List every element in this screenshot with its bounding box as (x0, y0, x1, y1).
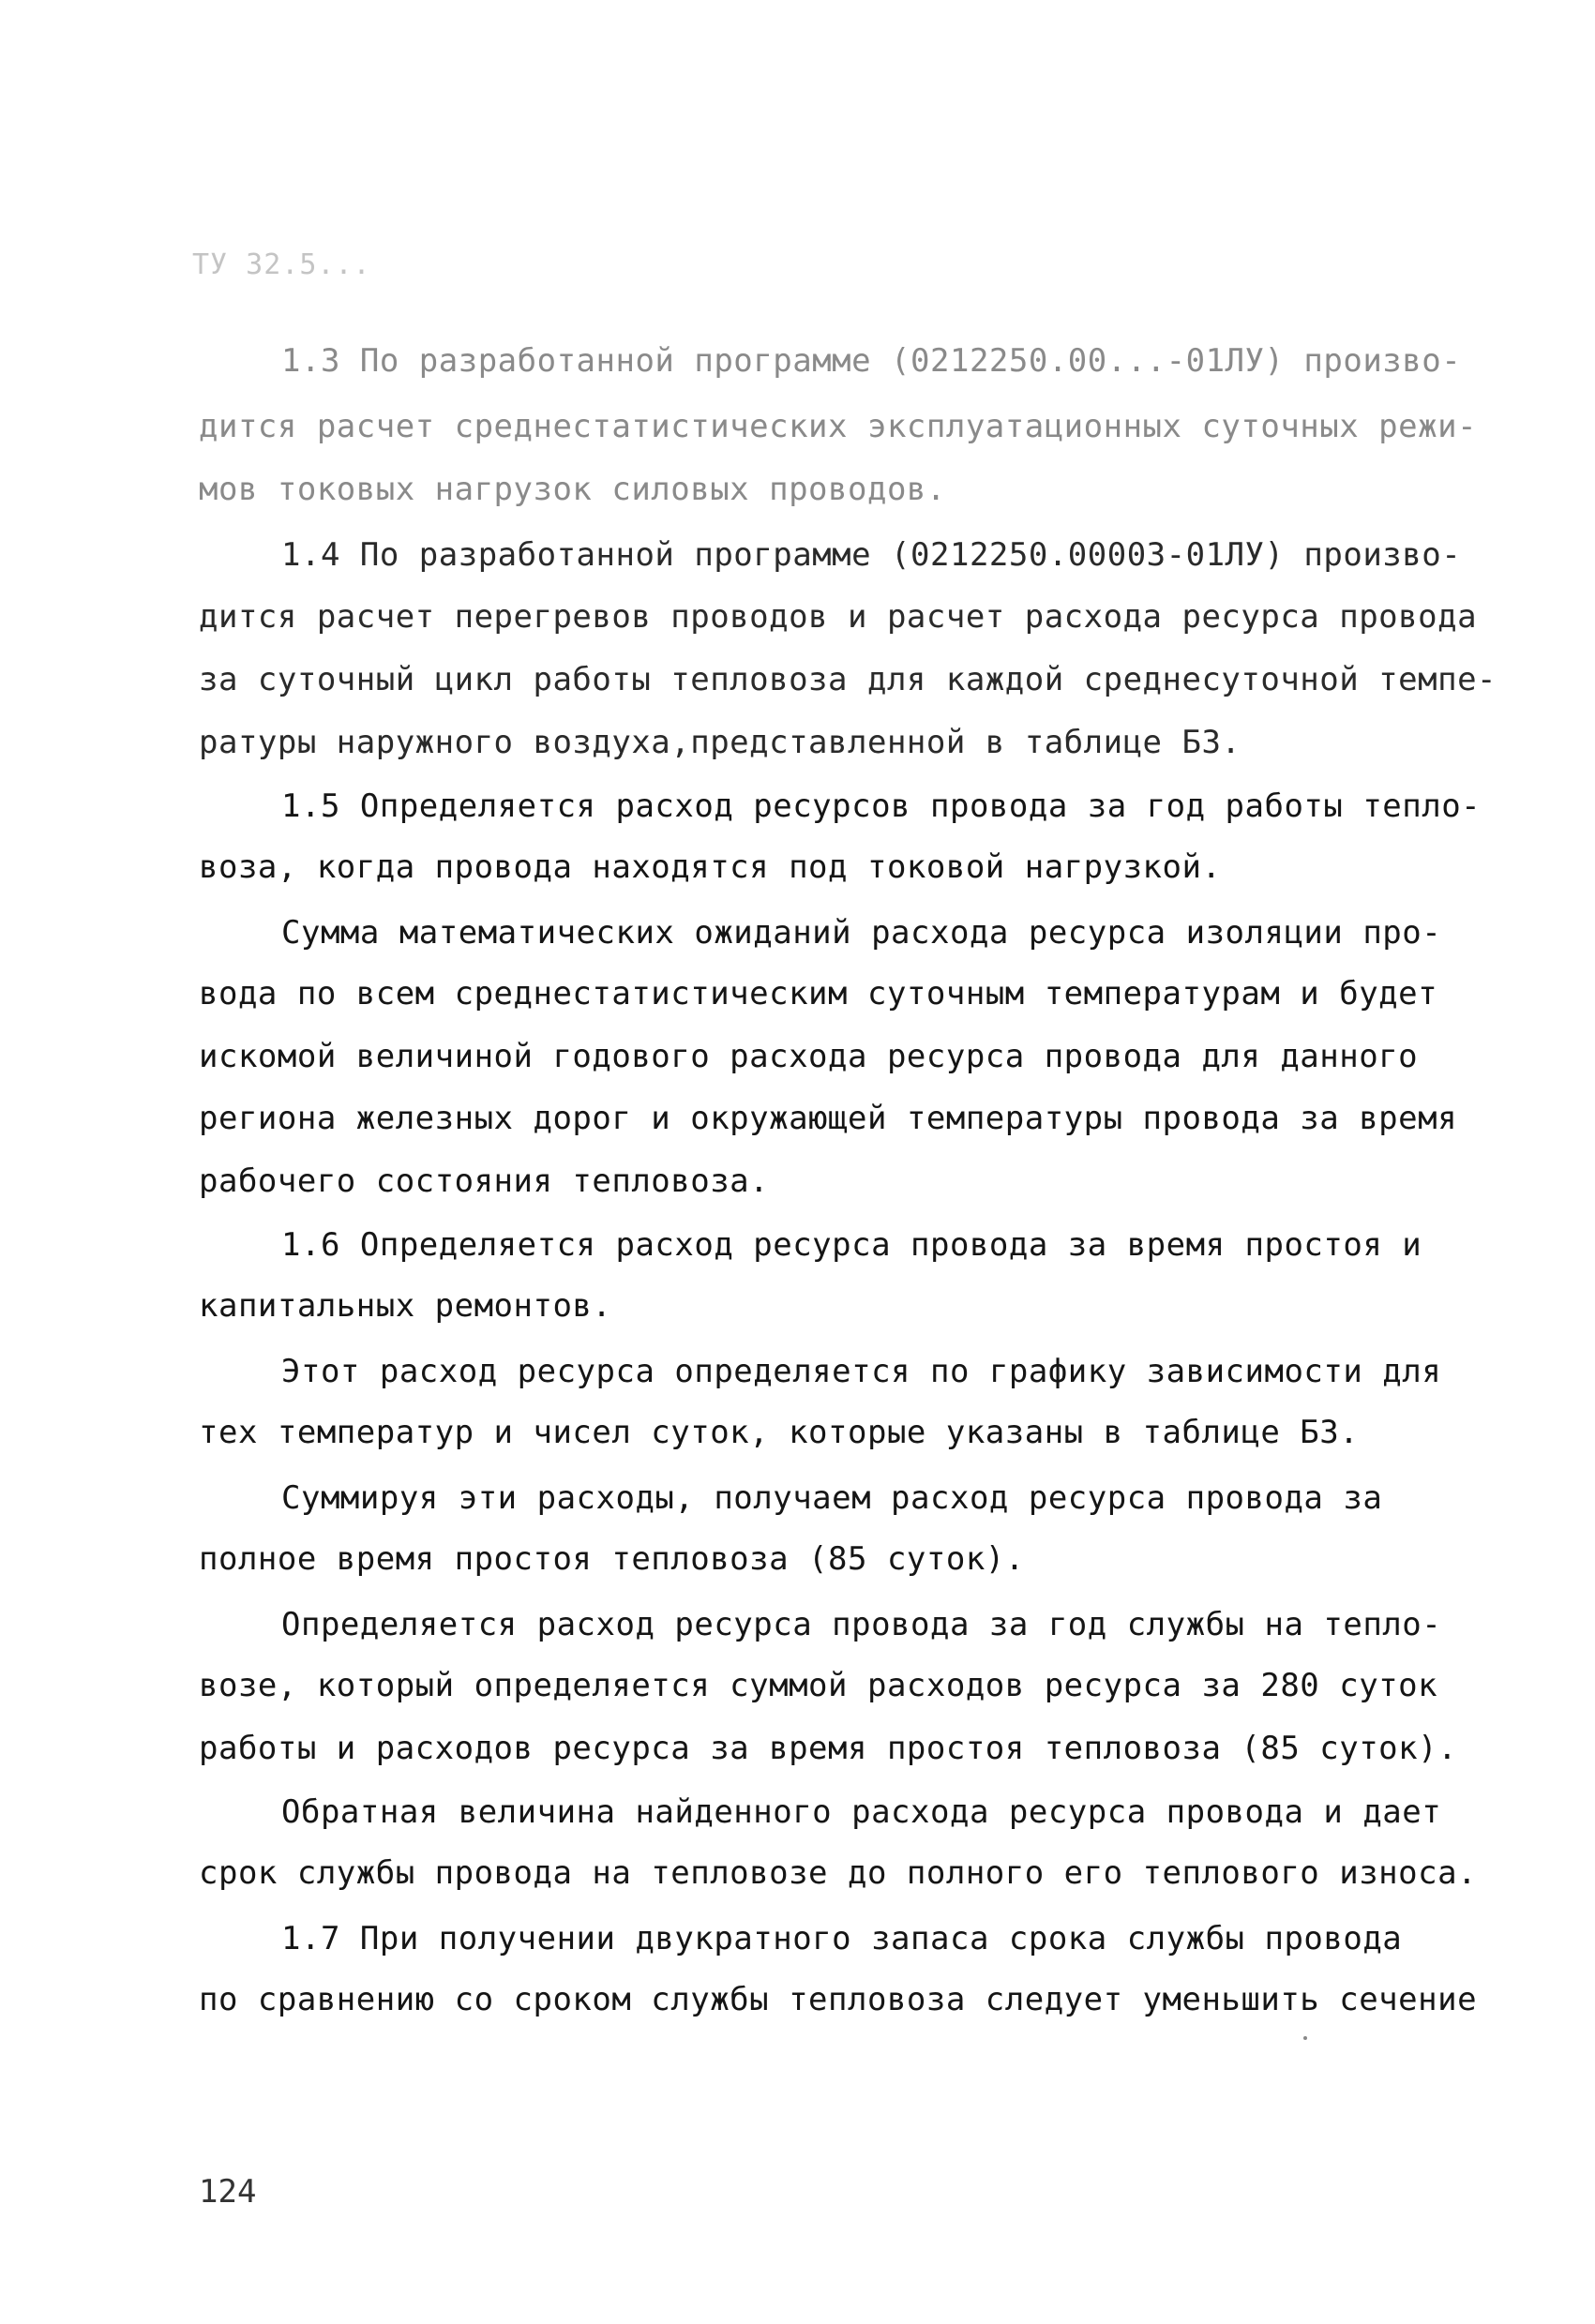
text-line: тех температур и чисел суток, которые указаны в таблице Б3. (199, 1414, 1360, 1451)
text-line: 1.3 По разработанной программе (0212250.00...-01ЛУ) произво- (281, 342, 1462, 380)
text-line: воза, когда провода находятся под токовой нагрузкой. (199, 848, 1222, 886)
text-line: рабочего состояния тепловоза. (199, 1162, 770, 1200)
text-line: Суммируя эти расходы, получаем расход ресурса провода за (281, 1479, 1383, 1517)
text-line: 1.5 Определяется расход ресурсов провода за год работы тепло- (281, 787, 1482, 825)
text-line: полное время простоя тепловоза (85 суток). (199, 1540, 1025, 1578)
text-line: 1.7 При получении двукратного запаса срока службы провода (281, 1920, 1403, 1957)
text-line: ратуры наружного воздуха,представленной в таблице Б3. (199, 724, 1241, 761)
text-line: срок службы провода на тепловозе до полного его теплового износа. (199, 1854, 1478, 1892)
text-line: Определяется расход ресурса провода за год службы на тепло- (281, 1606, 1442, 1643)
text-line: региона железных дорог и окружающей температуры провода за время (199, 1100, 1458, 1137)
scan-speck (1303, 2036, 1307, 2040)
text-line: за суточный цикл работы тепловоза для каждой среднесуточной темпе- (199, 661, 1497, 698)
text-line: возе, который определяется суммой расходов ресурса за 280 суток (199, 1667, 1438, 1704)
document-header: ТУ 32.5... (192, 248, 371, 281)
text-line: 1.4 По разработанной программе (0212250.00003-01ЛУ) произво- (281, 536, 1462, 574)
text-line: дится расчет среднестатистических эксплуатационных суточных режи- (199, 408, 1478, 445)
text-line: искомой величиной годового расхода ресурса провода для данного (199, 1038, 1419, 1075)
text-line: 1.6 Определяется расход ресурса провода за время простоя и (281, 1226, 1422, 1264)
text-line: Этот расход ресурса определяется по графику зависимости для (281, 1353, 1442, 1390)
page-number: 124 (199, 2173, 257, 2211)
text-line: мов токовых нагрузок силовых проводов. (199, 471, 946, 508)
text-line: дится расчет перегревов проводов и расчет расхода ресурса провода (199, 598, 1478, 636)
text-line: Обратная величина найденного расхода ресурса провода и дает (281, 1793, 1442, 1831)
text-line: капитальных ремонтов. (199, 1287, 612, 1325)
text-line: работы и расходов ресурса за время простоя тепловоза (85 суток). (199, 1730, 1458, 1767)
text-line: Сумма математических ожиданий расхода ресурса изоляции про- (281, 914, 1442, 952)
text-line: по сравнению со сроком службы тепловоза следует уменьшить сечение (199, 1981, 1478, 2018)
text-line: вода по всем среднестатистическим суточным температурам и будет (199, 975, 1438, 1012)
